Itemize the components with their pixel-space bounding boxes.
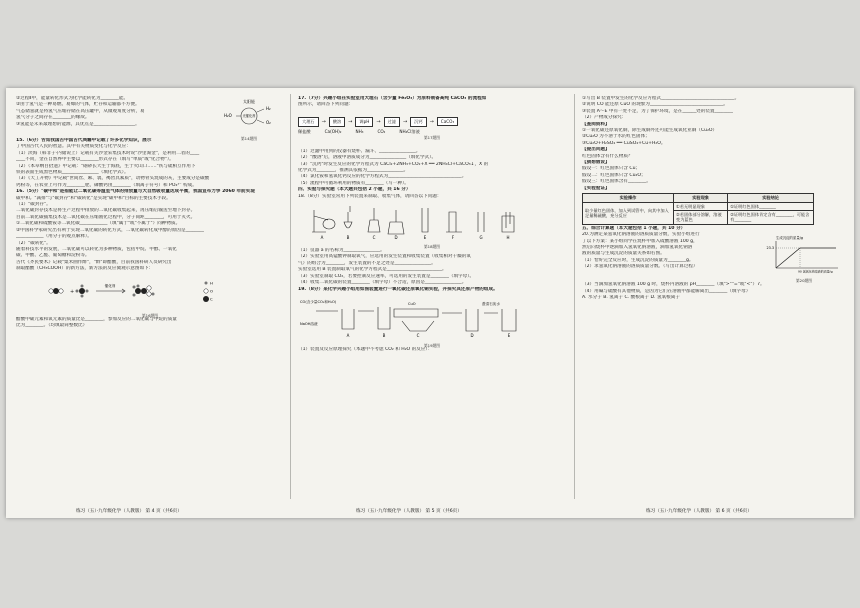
text-line: 假设一：红色固体只含 Cu； xyxy=(582,166,641,172)
text-line: （1）仪器 a 的名称为________________。 xyxy=(298,248,385,254)
text-line: 然后向烧杯中逐滴加入氢氧化钠溶液，滴加氢氧化钠溶 xyxy=(582,244,693,250)
apparatus-label: E xyxy=(423,235,427,241)
text-line: （2）"酸溶"后，溶液中溶质成分为________________（填化学式）。 xyxy=(298,155,437,161)
legend-label: H xyxy=(210,280,213,286)
water-splitting-diagram xyxy=(216,98,282,132)
apparatus-label: 澄清石灰水 xyxy=(482,301,500,306)
text-line: ③装置 A～E 中有一处不足，为了保护环境，是在______处的装置________ xyxy=(582,108,733,114)
text-line: 实验室选用 B 装置制取氧气的化学方程式是________________________。 xyxy=(298,267,447,273)
apparatus-label: A xyxy=(320,235,324,241)
apparatus-label: CO(含少量CO₂和H₂O) xyxy=(300,299,337,304)
text-line: （2）求氢氧化钠溶液的溶质质量分数。（写出计算过程） xyxy=(582,264,698,270)
apparatus-label: G xyxy=(479,235,483,241)
figure-caption: 第16题图 xyxy=(141,312,159,318)
text-line: （3）当滴加氢氧化钠溶液 100 g 时，烧杯内溶液的 pH________（填">""="或"<"）7。 xyxy=(582,282,765,288)
question-16-title: 16.（5分）"碳中和"是指能让二氧化碳等温室气体的排放量与大自然吸收量达成平衡，我国宣布力争 2060 年前实现 xyxy=(16,189,255,195)
text-line: 假设三：红色固体含有________。 xyxy=(582,179,651,185)
apparatus-label: B xyxy=(382,332,386,338)
text-line: ①一氧化碳还原氧化铜，除生成铜外还可能生成氧化亚铜（Cu₂O） xyxy=(582,128,718,134)
apparatus-label: C xyxy=(372,235,376,241)
text-line: （1）恰好完全反应时，生成沉淀的质量为________g。 xyxy=(582,257,694,263)
text-line: ②过程Ⅱ中，能量转化形式为化学能转化为________能。 xyxy=(16,96,129,101)
legend-label: C xyxy=(210,296,213,302)
apparatus-label: D xyxy=(394,235,398,241)
text-line: 目前二氧化碳捕集技术是二氧化碳在压缩液化过程中，分子间距________，可用于灭火。 xyxy=(16,214,196,220)
reagent-label: NH₃ xyxy=(355,129,364,135)
exam-sheet xyxy=(6,88,854,518)
text-line: （2）"碳转化"。 xyxy=(16,240,51,246)
text-line: 随着科技水平的发展，二氧化碳可以转化为多种物质，包括甲烷、甲醇、一氧化 xyxy=(16,246,177,252)
apparatus-label: H xyxy=(506,235,510,241)
apparatus-label: C xyxy=(416,332,420,338)
table-cell: ②若固体部分溶解，溶液变为蓝色 xyxy=(674,210,728,224)
figure-20 xyxy=(766,234,842,284)
table-cell: 取少量红色固体，加入到试管中，向其中加入足量稀硫酸，充分反应 xyxy=(583,202,674,224)
apparatus-label: B xyxy=(346,235,350,241)
table-header-row xyxy=(583,194,814,202)
text-line: 铁的表面生成黑色物质________________（填化学式）。 xyxy=(16,170,129,176)
figure-14 xyxy=(216,98,282,141)
molecule-reaction-diagram xyxy=(16,275,284,309)
experiment-table xyxy=(582,193,814,225)
flow-box: 酸溶 xyxy=(329,117,345,127)
text-line: 氢气分子之间存在________的缘故。 xyxy=(16,115,90,121)
figure-label: 光催化剂 xyxy=(242,114,256,118)
text-line: ①二氧化碳和硫酸铵等二氧化碳____________（填"属于"或"不属于"）同种物质。 xyxy=(16,221,181,227)
page-4-column xyxy=(16,96,284,500)
figure-label: H₂ xyxy=(266,106,271,111)
flow-box: 沉钙 xyxy=(410,117,426,127)
process-flow: 大理石 → 酸溶 → 调pH → 过滤 → 沉钙 → CaCO₃ xyxy=(298,111,566,127)
text-line: 醋酸中碳元素和氧元素的质量比是________，参加反应的二氧化碳与甲烷的质量 xyxy=(16,316,177,322)
text-line: （3）《天工开物》中记载"世间丝、麻、裘、褐皆具素质"，动物骨头烧成的灰，主要成分是碳酸 xyxy=(16,176,210,182)
text-line: （3）实验室制取 CO₂，若要控制反应速率，可选用的发生装置是________（填字母）。 xyxy=(298,273,475,279)
table-cell: ①若无明显现象 xyxy=(674,202,728,210)
reagent-label: NH₄Cl溶液 xyxy=(399,128,420,134)
text-line: （2）（本草纲目拾遗》中记载："硇砂长大生于海底，生于火山口……"铁与硫相互作用下 xyxy=(16,163,196,169)
table-row xyxy=(583,202,814,210)
text-line: ③Cu₂O+H₂SO₄ ══ CuSO₄+Cu+H₂O。 xyxy=(582,140,666,146)
text-line: 钙粉等，在农业上可作为________肥，磷酸钙由________（填离子符号）和 PO₄³⁻ 构成。 xyxy=(16,182,197,188)
question-15-title: 15.（6分）告知我国古中国古代典籍中记载了许多化学知识，展示 xyxy=(16,138,152,143)
question-19-title: 19.（8分）某化学兴趣小组用如图装置进行一氧化碳还原氧化铜实验，并探究其还原产物的组成。 xyxy=(298,286,498,292)
text-line: 红色固体含有什么物质？ xyxy=(582,153,633,159)
graph-x-label: 90 氢氧化钠溶液的质量/g xyxy=(798,269,833,274)
co-reduction-apparatus xyxy=(298,295,566,339)
column-divider xyxy=(574,94,575,499)
text-line: 碳中和。"减排"与"碳封存"和"碳转化"是实现"碳中和"目标的主要技术手段。 xyxy=(16,195,171,201)
apparatus-label: F xyxy=(451,235,455,241)
text-line: 古代《齐民要术》记载"粟米曲作酢"，"酢"即醋酸，目前我国科研人员研究出 xyxy=(16,259,172,265)
table-header: 实验结论 xyxy=(728,194,814,202)
text-line: （1）过滤中用到的仪器有烧杯、漏斗、________________。 xyxy=(298,148,421,154)
section-heading: 四、实验与探究题（本大题共包括 2 小题，共 16 分） xyxy=(298,187,411,193)
apparatus-label: NaOH溶液 xyxy=(300,321,318,326)
reagent-label: 稀盐酸 xyxy=(298,128,311,134)
table-header: 实验操作 xyxy=(583,194,674,202)
figure-label: 催化剂 xyxy=(104,283,116,288)
text-line: 图所示，请回答下列问题： xyxy=(298,102,354,108)
flow-box: 调pH xyxy=(355,117,373,127)
text-line: 假设二：红色固体只含 Cu₂O； xyxy=(582,172,646,178)
reagent-label: CO₂ xyxy=(377,129,386,135)
figure-17 xyxy=(298,111,566,147)
text-line: 气态储氢就是将氢气压缩存储在高压罐中，从微观角度分析，易 xyxy=(16,108,145,114)
text-line: （2）产物成分探究： xyxy=(582,115,627,121)
text-line: （5）流程中可循环利用的物质有________（写一种）。 xyxy=(298,180,409,186)
apparatus-label: D xyxy=(470,332,474,338)
text-line: 气）的组合为________，发生装置的不足之处是________________。 xyxy=(298,260,436,266)
text-line: ____不同，金在自然界中主要以________形式存在（填写"单质"或"化合物"）。 xyxy=(16,157,174,163)
text-line: ②Cu₂O 为不溶于水的红色固体； xyxy=(582,134,650,140)
graph-value-label: 23.3 xyxy=(766,246,775,251)
legend-label: O xyxy=(210,288,213,294)
table-cell: ①证明红色固体________ xyxy=(728,202,814,210)
lab-apparatus-diagram xyxy=(298,202,566,240)
text-line: 二氧化碳封存技术是将生产过程中排放的二氧化碳收集起来，再压缩后输送至地下封存。 xyxy=(16,208,196,214)
figure-label: 太阳能 xyxy=(243,99,255,104)
figure-caption: 第17题图 xyxy=(423,134,441,140)
figure-caption: 第19题图 xyxy=(423,342,441,348)
flow-box: CaCO₃ xyxy=(437,117,458,126)
text-line: （4）收集二氧化碳的装置________（填字母）不合适，原因是________________。 xyxy=(298,280,467,286)
figure-caption: 第18题图 xyxy=(423,244,441,250)
flow-box: 过滤 xyxy=(384,117,400,127)
text-line: （3）"沉钙"时发生反应的化学方程式为 CaCl₂+2NH₃+CO₂+X ══ 2NH₄Cl+CaCO₃↓，X 的 xyxy=(298,161,489,167)
reagent-label: Ca(OH)₂ xyxy=(324,129,342,135)
text-line: （2）实验室用高锰酸钾制取氧气，应选用的发生装置和收集装置（收集相对干燥的氧 xyxy=(298,254,471,260)
apparatus-label: E xyxy=(507,332,511,338)
section-heading: 五、综合计算题（本大题包括 1 小题，共 10 分） xyxy=(582,225,686,231)
question-20-title: 20.为测定某氢氧化钠溶液的溶质质量分数，实验小组进行 xyxy=(582,232,700,238)
column-divider xyxy=(290,94,291,499)
page-5-column xyxy=(298,96,566,500)
text-line: 制取醋酸（CH₃COOH）的新方法，新方法的反应微观示意图如下： xyxy=(16,266,154,272)
graph-y-label: 生成沉淀的质量/g xyxy=(776,236,804,241)
svg-text:+: + xyxy=(70,288,75,295)
text-line: ①写出 B 装置中发生的化学反应方程式________________________________。 xyxy=(582,96,740,101)
text-line: （4）氯化铵和氢氧化钙反应的化学方程式为________________________________。 xyxy=(298,174,467,180)
figure-caption: 第20题图 xyxy=(795,278,813,284)
figure-18 xyxy=(298,202,566,250)
text-line: A. 水分子 B. 氢离子 C. 酸根离子 D. 氢氧根离子 xyxy=(582,294,680,300)
question-17-title: 17.（7分）兴趣小组在实验室用大理石（含少量 Fe₂O₃）为原料制备高纯 CaCO₃ 的流程如 xyxy=(298,96,487,101)
figure-label: O₂ xyxy=(266,120,271,125)
text-line: 了中国古代人民的智慧。其中有关物质变化与化学反应： xyxy=(16,144,131,150)
text-line: 液的质量与生成沉淀的质量关系如右图。 xyxy=(582,251,665,257)
apparatus-label: CuO xyxy=(408,301,416,306)
flow-box: 大理石 xyxy=(298,117,319,127)
subsection-heading: 【提出问题】 xyxy=(582,147,610,153)
subsection-heading: 【猜想假设】 xyxy=(582,160,610,166)
text-line: ②说明 CO 能还原 CuO 的现象为________________________________。 xyxy=(582,102,728,108)
text-line: ③氢能是未来最理想的能源，其优点是__________________。 xyxy=(16,121,140,127)
figure-16 xyxy=(16,275,284,318)
text-line: （1）装置及反应原理探究（本题中不考虑 CO₂ 和 H₂O 的反应）： xyxy=(298,346,433,352)
figure-caption: 第14题图 xyxy=(240,136,258,141)
page-footer: 练习（五）·九年级化学（人教版） 第 5 页（共6页） xyxy=(356,509,462,514)
figure-19 xyxy=(298,295,566,348)
page-footer: 练习（五）·九年级化学（人教版） 第 4 页（共6页） xyxy=(76,509,182,514)
text-line: 化学式为________，推测其依据为________________。 xyxy=(298,168,409,174)
table-cell: ②证明红色固体肯定含有________，可能含有________ xyxy=(728,210,814,224)
page-6-column xyxy=(582,96,844,500)
precipitate-graph xyxy=(766,234,842,274)
text-line: ②中国科学家研究出有利于实现二氧化碳的转化方式，二氧化碳转化成甲醇的原因是________ xyxy=(16,227,204,233)
text-line: ②由于氢气是一种易燃、易爆的气体，贮存和运输都不方便。 xyxy=(16,102,140,108)
page-footer: 练习（五）·九年级化学（人教版） 第 6 页（共6页） xyxy=(646,509,752,514)
text-line: 比为________。（均填最简整数比） xyxy=(16,322,88,328)
figure-label: H₂O xyxy=(224,113,232,118)
text-line: ____________（用分子的观点解释）。 xyxy=(16,234,92,240)
text-line: （1）淡海（韩非子·内储说上）记载有关沙金采集技术时说"沙里淘金"，是利用二者的____ xyxy=(16,150,200,156)
text-line: 碳、甲酸、乙醛、葡萄糖和淀粉等。 xyxy=(16,253,90,259)
text-line: （4）用碱与硫酸有其他物质，是因为它们在溶液中都能解离出________（填字母） xyxy=(582,288,751,294)
subsection-heading: 【查阅资料】 xyxy=(582,121,610,127)
table-header: 实验现象 xyxy=(674,194,728,202)
text-line: （1）"碳封存"。 xyxy=(16,202,51,208)
apparatus-label: A xyxy=(346,332,350,338)
text-line: 了以下方案：某小组同学在烧杯中加入硫酸溶液 100 g， xyxy=(582,238,698,244)
subsection-heading: 【实验验证】 xyxy=(582,185,610,191)
question-18-title: 18.（8分）实验室常用下列装置来制取、收集气体，请回答以下问题： xyxy=(298,193,442,199)
